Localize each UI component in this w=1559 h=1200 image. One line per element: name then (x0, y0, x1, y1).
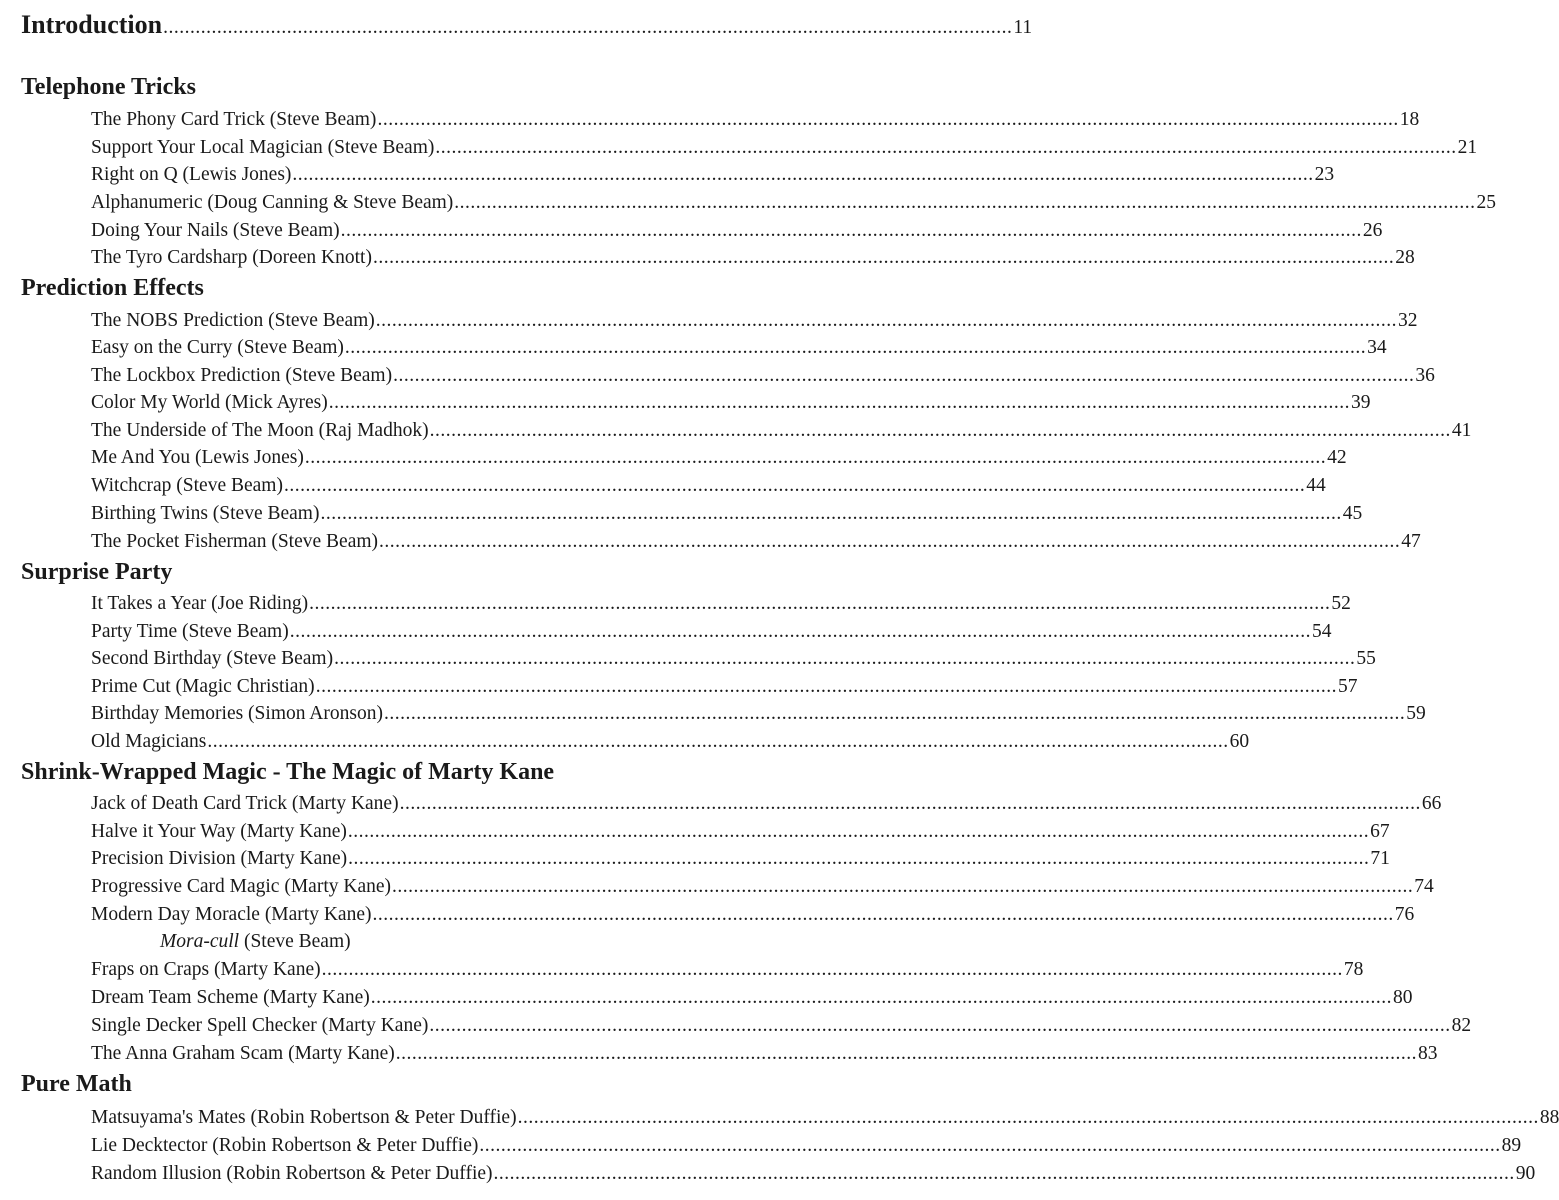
toc-entry (91, 593, 1351, 615)
toc-entry-title: Matsuyama's Mates (Robin Robertson & Peter Duffie) (91, 1107, 517, 1128)
toc-entry-title: Modern Day Moracle (Marty Kane) (91, 904, 372, 925)
toc-entry (91, 703, 1426, 725)
toc-entry-page: 39 (1351, 392, 1371, 413)
toc-entry (91, 337, 1387, 359)
dot-leader: .............................................................................................................................................................................................. (479, 1135, 1501, 1156)
toc-entry (91, 420, 1472, 442)
dot-leader: .............................................................................................................................................................................................. (207, 731, 1229, 752)
toc-entry (91, 676, 1358, 698)
toc-entry-title: Old Magicians (91, 731, 207, 752)
toc-entry (91, 447, 1347, 469)
toc-entry-title: Halve it Your Way (Marty Kane) (91, 821, 347, 842)
toc-entry-title: The Pocket Fisherman (Steve Beam) (91, 531, 379, 552)
toc-subentry (160, 931, 351, 953)
toc-entry (91, 531, 1421, 553)
toc-entry (91, 192, 1497, 214)
dot-leader: .............................................................................................................................................................................................. (348, 848, 1370, 869)
dot-leader: .............................................................................................................................................................................................. (517, 1107, 1539, 1128)
dot-leader: .............................................................................................................................................................................................. (309, 593, 1331, 614)
toc-entry-title: Fraps on Craps (Marty Kane) (91, 959, 321, 980)
toc-entry (91, 137, 1478, 159)
dot-leader: .............................................................................................................................................................................................. (393, 365, 1415, 386)
toc-entry-page: 89 (1501, 1135, 1522, 1156)
dot-leader: .............................................................................................................................................................................................. (340, 220, 1362, 241)
toc-entry-title: Lie Decktector (Robin Robertson & Peter Duffie) (91, 1135, 479, 1156)
toc-entry (91, 1135, 1522, 1157)
toc-entry-page: 52 (1331, 593, 1351, 614)
toc-intro-page: 11 (1013, 17, 1033, 38)
dot-leader: .............................................................................................................................................................................................. (289, 621, 1311, 642)
dot-leader: .............................................................................................................................................................................................. (283, 475, 1306, 496)
toc-entry-title: Second Birthday (Steve Beam) (91, 648, 334, 669)
toc-entry-title: Right on Q (Lewis Jones) (91, 164, 292, 185)
toc-entry-page: 25 (1476, 192, 1497, 213)
toc-entry-page: 80 (1393, 987, 1413, 1008)
toc-entry-page: 28 (1395, 247, 1415, 268)
dot-leader: .............................................................................................................................................................................................. (321, 959, 1343, 980)
toc-entry-page: 74 (1414, 876, 1434, 897)
dot-leader: .............................................................................................................................................................................................. (379, 531, 1401, 552)
dot-leader: .............................................................................................................................................................................................. (372, 247, 1395, 268)
toc-entry (91, 987, 1413, 1009)
toc-entry (91, 1043, 1438, 1065)
toc-entry-title: Random Illusion (Robin Robertson & Peter Duffie) (91, 1163, 493, 1184)
toc-entry-page: 41 (1451, 420, 1472, 441)
toc-entry-title: Single Decker Spell Checker (Marty Kane) (91, 1015, 429, 1036)
toc-entry (91, 475, 1326, 497)
toc-entry-page: 55 (1356, 648, 1376, 669)
dot-leader: .............................................................................................................................................................................................. (493, 1163, 1515, 1184)
toc-entry-page: 88 (1539, 1107, 1559, 1128)
dot-leader: .............................................................................................................................................................. (163, 17, 1013, 38)
dot-leader: .............................................................................................................................................................................................. (454, 192, 1476, 213)
toc-entry-page: 78 (1343, 959, 1364, 980)
toc-entry-page: 60 (1229, 731, 1250, 752)
toc-entry-title: Birthing Twins (Steve Beam) (91, 503, 320, 524)
dot-leader: .............................................................................................................................................................................................. (292, 164, 1314, 185)
toc-entry-title: Birthday Memories (Simon Aronson) (91, 703, 383, 724)
dot-leader: .............................................................................................................................................................................................. (320, 503, 1342, 524)
dot-leader: .............................................................................................................................................................................................. (392, 876, 1414, 897)
dot-leader: .............................................................................................................................................................................................. (315, 676, 1337, 697)
toc-entry-page: 23 (1314, 164, 1335, 185)
toc-subentry-title: Mora-cull (160, 931, 240, 952)
toc-entry (91, 1015, 1472, 1037)
toc-entry (91, 959, 1364, 981)
toc-entry (91, 392, 1371, 414)
toc-entry (91, 310, 1418, 332)
dot-leader: .............................................................................................................................................................................................. (347, 821, 1370, 842)
toc-entry-page: 21 (1457, 137, 1478, 158)
dot-leader: .............................................................................................................................................................................................. (370, 987, 1392, 1008)
toc-entry-page: 59 (1406, 703, 1426, 724)
toc-entry-page: 18 (1399, 109, 1420, 130)
toc-entry-page: 36 (1415, 365, 1435, 386)
toc-entry (91, 220, 1383, 242)
toc-entry (91, 247, 1415, 269)
dot-leader: .............................................................................................................................................................................................. (375, 310, 1398, 331)
toc-entry-page: 26 (1362, 220, 1383, 241)
toc-intro-row (21, 10, 1033, 40)
toc-entry-title: Precision Division (Marty Kane) (91, 848, 348, 869)
toc-entry-title: Doing Your Nails (Steve Beam) (91, 220, 340, 241)
toc-entry-page: 34 (1367, 337, 1387, 358)
toc-entry-title: Witchcrap (Steve Beam) (91, 475, 283, 496)
dot-leader: .............................................................................................................................................................................................. (304, 447, 1327, 468)
toc-entry-page: 57 (1337, 676, 1358, 697)
section-heading: Shrink-Wrapped Magic - The Magic of Marty Kane (21, 759, 555, 785)
toc-entry (91, 1107, 1559, 1129)
toc-entry-title: Party Time (Steve Beam) (91, 621, 289, 642)
toc-entry-title: Alphanumeric (Doug Canning & Steve Beam) (91, 192, 454, 213)
dot-leader: .............................................................................................................................................................................................. (429, 420, 1451, 441)
section-heading: Prediction Effects (21, 275, 204, 301)
toc-entry (91, 109, 1420, 131)
toc-entry-page: 76 (1394, 904, 1415, 925)
dot-leader: .............................................................................................................................................................................................. (377, 109, 1399, 130)
toc-entry-page: 54 (1311, 621, 1332, 642)
dot-leader: .............................................................................................................................................................................................. (395, 1043, 1418, 1064)
toc-entry-page: 83 (1418, 1043, 1438, 1064)
toc-entry-title: Progressive Card Magic (Marty Kane) (91, 876, 391, 897)
toc-entry-page: 42 (1327, 447, 1347, 468)
dot-leader: .............................................................................................................................................................................................. (328, 392, 1351, 413)
toc-entry-title: Color My World (Mick Ayres) (91, 392, 328, 413)
toc-entry-title: Dream Team Scheme (Marty Kane) (91, 987, 370, 1008)
toc-entry (91, 1163, 1536, 1185)
toc-entry (91, 365, 1435, 387)
section-heading: Surprise Party (21, 559, 173, 585)
toc-entry-title: The Underside of The Moon (Raj Madhok) (91, 420, 429, 441)
toc-entry (91, 904, 1415, 926)
dot-leader: .............................................................................................................................................................................................. (435, 137, 1457, 158)
toc-entry-title: Support Your Local Magician (Steve Beam) (91, 137, 435, 158)
dot-leader: .............................................................................................................................................................................................. (399, 793, 1421, 814)
dot-leader: .............................................................................................................................................................................................. (383, 703, 1406, 724)
toc-entry (91, 848, 1390, 870)
toc-entry-title: Easy on the Curry (Steve Beam) (91, 337, 344, 358)
toc-entry-page: 71 (1370, 848, 1390, 869)
section-heading: Pure Math (21, 1071, 132, 1097)
toc-entry (91, 876, 1434, 898)
toc-entry (91, 164, 1335, 186)
toc-entry-page: 32 (1398, 310, 1418, 331)
toc-entry-title: The Lockbox Prediction (Steve Beam) (91, 365, 393, 386)
dot-leader: .............................................................................................................................................................................................. (429, 1015, 1451, 1036)
toc-subentry-author: (Steve Beam) (239, 931, 351, 952)
toc-entry-title: Jack of Death Card Trick (Marty Kane) (91, 793, 399, 814)
toc-entry-title: Me And You (Lewis Jones) (91, 447, 304, 468)
toc-entry-page: 44 (1306, 475, 1326, 496)
toc-entry (91, 648, 1376, 670)
toc-entry (91, 731, 1250, 753)
toc-entry-title: The Phony Card Trick (Steve Beam) (91, 109, 377, 130)
toc-entry-page: 66 (1421, 793, 1442, 814)
toc-entry (91, 621, 1332, 643)
toc-entry (91, 793, 1442, 815)
toc-intro-title: Introduction (21, 10, 163, 39)
section-heading: Telephone Tricks (21, 74, 196, 100)
dot-leader: .............................................................................................................................................................................................. (344, 337, 1367, 358)
toc-entry (91, 503, 1363, 525)
dot-leader: .............................................................................................................................................................................................. (334, 648, 1356, 669)
toc-entry-page: 45 (1342, 503, 1363, 524)
toc-entry-title: It Takes a Year (Joe Riding) (91, 593, 309, 614)
toc-entry-page: 67 (1370, 821, 1390, 842)
toc-entry-page: 47 (1401, 531, 1421, 552)
toc-entry-page: 82 (1451, 1015, 1472, 1036)
toc-entry-title: The Tyro Cardsharp (Doreen Knott) (91, 247, 372, 268)
toc-entry-title: Prime Cut (Magic Christian) (91, 676, 315, 697)
dot-leader: .............................................................................................................................................................................................. (372, 904, 1394, 925)
toc-entry (91, 821, 1390, 843)
toc-entry-title: The Anna Graham Scam (Marty Kane) (91, 1043, 395, 1064)
toc-entry-page: 90 (1515, 1163, 1536, 1184)
toc-entry-title: The NOBS Prediction (Steve Beam) (91, 310, 375, 331)
